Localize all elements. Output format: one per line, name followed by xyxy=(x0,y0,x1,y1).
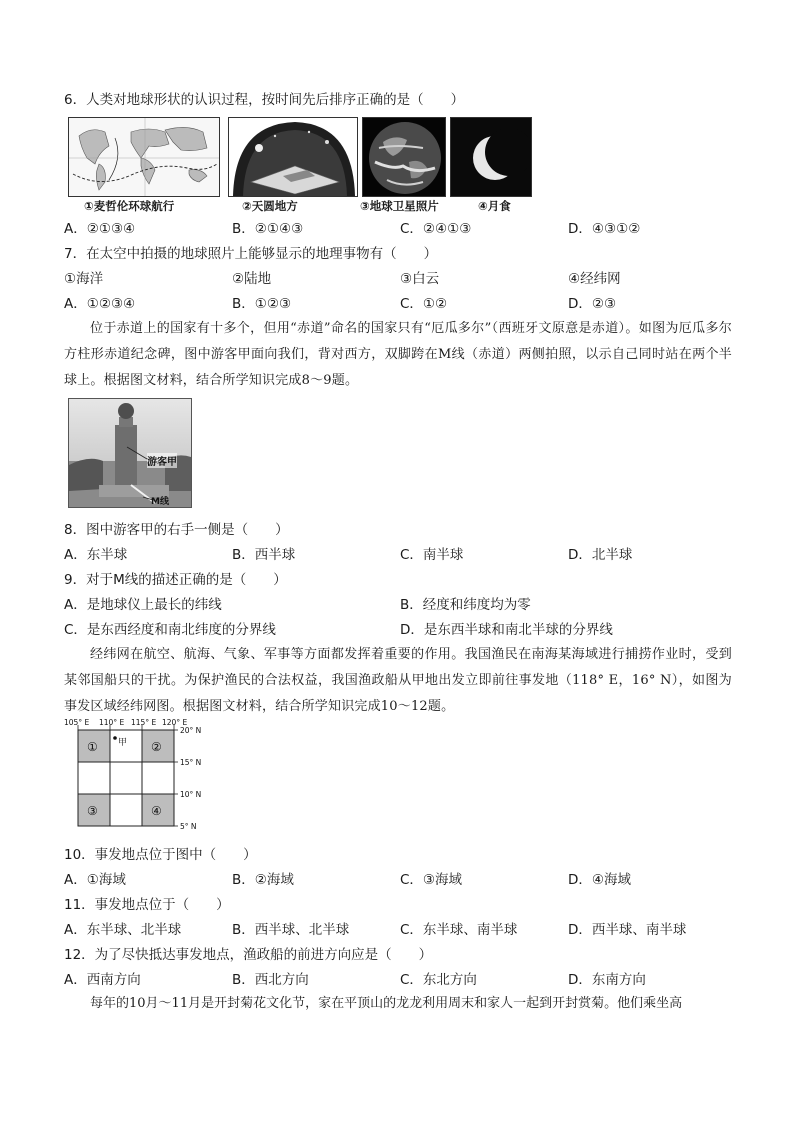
lat-label-5: 5° N xyxy=(180,822,197,831)
tourist-label: 游客甲 xyxy=(147,453,177,468)
q10-option-a: A．①海域 xyxy=(64,872,126,888)
q12-option-d: D．东南方向 xyxy=(568,972,646,988)
lat-lon-grid-figure xyxy=(64,719,214,841)
q7-option-a: A．①②③④ xyxy=(64,296,136,312)
caption-magellan: ①麦哲伦环球航行 xyxy=(84,199,175,213)
question-6-stem: 6．人类对地球形状的认识过程，按时间先后排序正确的是（ ） xyxy=(64,92,465,108)
cell-label-2: ② xyxy=(151,740,162,754)
q11-option-a: A．东半球、北半球 xyxy=(64,922,182,938)
q9-option-b: B．经度和纬度均为零 xyxy=(400,597,531,613)
q8-option-d: D．北半球 xyxy=(568,547,633,563)
q9-option-c: C．是东西经度和南北纬度的分界线 xyxy=(64,622,276,638)
q6-option-c: C．②④①③ xyxy=(400,221,472,237)
cell-label-4: ④ xyxy=(151,804,162,818)
passage-kaifeng-chrysanthemum: 每年的10月～11月是开封菊花文化节，家在平顶山的龙龙利用周末和家人一起到开封赏菊。他们乘坐高 xyxy=(90,996,683,1011)
lon-label-105: 105° E xyxy=(64,719,90,727)
heaven-round-earth-square-image xyxy=(228,117,358,197)
point-jia-label: 甲 xyxy=(118,738,128,748)
q6-option-b: B．②①④③ xyxy=(232,221,304,237)
caption-heaven-earth: ②天圆地方 xyxy=(242,199,298,213)
lon-label-115: 115° E xyxy=(131,719,157,727)
question-7-stem: 7．在太空中拍摄的地球照片上能够显示的地理事物有（ ） xyxy=(64,246,438,262)
earth-satellite-photo xyxy=(362,117,446,197)
caption-lunar-eclipse: ④月食 xyxy=(478,199,511,213)
q12-option-a: A．西南方向 xyxy=(64,972,141,988)
q7-item-2: ②陆地 xyxy=(232,271,272,287)
lat-label-15: 15° N xyxy=(180,758,202,767)
q12-option-c: C．东北方向 xyxy=(400,972,477,988)
q6-option-a: A．②①③④ xyxy=(64,221,136,237)
q6-option-d: D．④③①② xyxy=(568,221,641,237)
point-jia-dot xyxy=(113,736,117,740)
question-11-stem: 11．事发地点位于（ ） xyxy=(64,897,230,913)
q10-option-c: C．③海域 xyxy=(400,872,463,888)
question-9-stem: 9．对于M线的描述正确的是（ ） xyxy=(64,572,287,588)
magellan-voyage-map xyxy=(68,117,220,197)
q11-option-d: D．西半球、南半球 xyxy=(568,922,687,938)
equator-monument-photo xyxy=(68,398,192,508)
question-12-stem: 12．为了尽快抵达事发地点，渔政船的前进方向应是（ ） xyxy=(64,947,433,963)
q8-option-b: B．西半球 xyxy=(232,547,296,563)
q8-option-c: C．南半球 xyxy=(400,547,464,563)
q7-option-d: D．②③ xyxy=(568,296,617,312)
q9-option-a: A．是地球仪上最长的纬线 xyxy=(64,597,222,613)
lon-label-120: 120° E xyxy=(162,719,188,727)
q7-option-b: B．①②③ xyxy=(232,296,292,312)
q7-option-c: C．①② xyxy=(400,296,448,312)
q9-option-d: D．是东西半球和南北半球的分界线 xyxy=(400,622,613,638)
q10-option-b: B．②海域 xyxy=(232,872,294,888)
q7-item-4: ④经纬网 xyxy=(568,271,621,287)
lat-label-20: 20° N xyxy=(180,726,202,735)
question-8-stem: 8．图中游客甲的右手一侧是（ ） xyxy=(64,522,289,538)
m-line-label: M线 xyxy=(151,497,169,507)
caption-satellite: ③地球卫星照片 xyxy=(360,199,439,213)
q7-item-3: ③白云 xyxy=(400,271,440,287)
question-6-image-strip xyxy=(64,117,534,213)
cell-label-1: ① xyxy=(87,740,98,754)
lat-label-10: 10° N xyxy=(180,790,202,799)
question-10-stem: 10．事发地点位于图中（ ） xyxy=(64,847,257,863)
q12-option-b: B．西北方向 xyxy=(232,972,309,988)
q10-option-d: D．④海域 xyxy=(568,872,631,888)
lunar-eclipse-image xyxy=(450,117,532,197)
lon-label-110: 110° E xyxy=(99,719,125,727)
cell-label-3: ③ xyxy=(87,804,98,818)
passage-equator-monument: 位于赤道上的国家有十多个，但用“赤道”命名的国家只有“厄瓜多尔”（西班牙文原意是赤道）。如图为厄瓜多尔方柱形赤道纪念碑，图中游客甲面向我们，背对西方，双脚跨在M线（赤道）两侧拍照，以示自己同时站在两个半球上。根据图文材料，结合所学知识完成8～9题。 xyxy=(64,321,732,388)
q11-option-c: C．东半球、南半球 xyxy=(400,922,518,938)
q8-option-a: A．东半球 xyxy=(64,547,128,563)
passage-lat-lon-grid: 经纬网在航空、航海、气象、军事等方面都发挥着重要的作用。我国渔民在南海某海域进行捕捞作业时，受到某邻国船只的干扰。为保护渔民的合法权益，我国渔政船从甲地出发立即前往事发地（118° E，16° N），如图为事发区域经纬网图。根据图文材料，结合所学知识完成10～12题。 xyxy=(64,647,732,714)
q11-option-b: B．西半球、北半球 xyxy=(232,922,350,938)
q7-item-1: ①海洋 xyxy=(64,271,104,287)
